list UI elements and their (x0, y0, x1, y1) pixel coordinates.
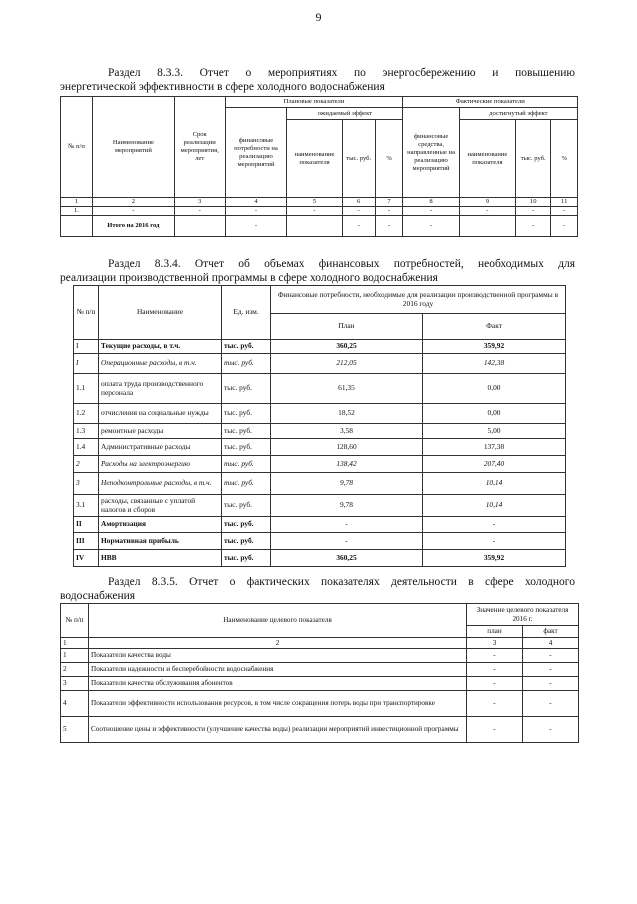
header-percent: % (551, 120, 578, 198)
row-num: 4 (61, 691, 89, 717)
header-plan: План (271, 314, 423, 340)
row-unit: тыс. руб. (222, 340, 271, 354)
header-percent: % (375, 120, 403, 198)
row-plan: 360,25 (271, 550, 423, 567)
row-plan: 61,35 (271, 374, 423, 404)
row-name: НВВ (99, 550, 222, 567)
col-number: 2 (89, 638, 467, 649)
cell (459, 216, 515, 237)
row-plan: - (271, 533, 423, 550)
cell: - (174, 207, 225, 216)
col-number: 1 (61, 638, 89, 649)
row-name: расходы, связанные с уплатой налогов и сборов (99, 495, 222, 517)
row-unit: тыс. руб. (222, 354, 271, 374)
row-num: II (74, 517, 99, 533)
section-8-3-3-heading (60, 66, 575, 94)
table-row (74, 439, 566, 456)
header-actual: Фактические показатели (403, 97, 578, 108)
col-number: 11 (551, 198, 578, 207)
cell: - (403, 207, 459, 216)
table-row (74, 340, 566, 354)
row-name: Показатели надежности и бесперебойности водоснабжения (89, 663, 467, 677)
row-plan: - (467, 663, 523, 677)
table-row (74, 354, 566, 374)
table-row (61, 649, 579, 663)
header-indicator-name: наименование показателя (459, 120, 515, 198)
header-unit: Ед. изм. (222, 286, 271, 340)
row-plan: - (467, 691, 523, 717)
section-8-3-5-heading (60, 575, 575, 603)
row-plan: 3,58 (271, 424, 423, 439)
row-unit: тыс. руб. (222, 533, 271, 550)
header-planned-fin: финансовые потребности на реализацию мероприятий (225, 108, 287, 198)
table-row (74, 473, 566, 495)
col-number: 10 (516, 198, 551, 207)
row-num: I (74, 354, 99, 374)
row-plan: - (467, 677, 523, 691)
section-8-3-4-heading (60, 257, 575, 285)
cell: 1. (61, 207, 93, 216)
header-planned: Плановые показатели (225, 97, 403, 108)
table-row (74, 374, 566, 404)
heading-line: Раздел 8.3.3. Отчет о мероприятиях по энергосбережению и повышению (108, 67, 575, 79)
row-unit: тыс. руб. (222, 550, 271, 567)
row-fact: 0,00 (423, 404, 566, 424)
header-num: № п/п (61, 604, 89, 638)
cell: - (551, 216, 578, 237)
row-num: 3 (74, 473, 99, 495)
heading-line: водоснабжения (60, 590, 136, 602)
row-name: Нормативная прибыль (99, 533, 222, 550)
cell: - (342, 207, 375, 216)
col-number: 5 (287, 198, 342, 207)
row-name: Амортизация (99, 517, 222, 533)
header-num: № п/п (61, 97, 93, 198)
row-fact: 0,00 (423, 374, 566, 404)
header-plan: план (467, 626, 523, 638)
row-fact: 207,40 (423, 456, 566, 473)
table-row (74, 550, 566, 567)
row-num: 5 (61, 717, 89, 743)
heading-line: энергетической эффективности в сфере холодного водоснабжения (60, 81, 385, 93)
col-number: 8 (403, 198, 459, 207)
row-unit: тыс. руб. (222, 374, 271, 404)
row-fact: 137,38 (423, 439, 566, 456)
energy-saving-table (60, 96, 578, 237)
table-row (61, 677, 579, 691)
table-row (61, 207, 578, 216)
row-fact: 142,38 (423, 354, 566, 374)
cell: - (225, 207, 287, 216)
cell (61, 216, 93, 237)
table-row (74, 533, 566, 550)
col-number: 3 (174, 198, 225, 207)
cell: - (342, 216, 375, 237)
row-num: III (74, 533, 99, 550)
row-name: отчисления на социальные нужды (99, 404, 222, 424)
table-row (74, 456, 566, 473)
row-num: IV (74, 550, 99, 567)
row-num: 1.3 (74, 424, 99, 439)
header-expected-effect: ожидаемый эффект (287, 108, 403, 120)
column-numbers-row (61, 198, 578, 207)
table-row (74, 495, 566, 517)
header-term: Срок реализации мероприятия, лет (174, 97, 225, 198)
row-plan: 18,52 (271, 404, 423, 424)
cell (287, 216, 342, 237)
row-fact: - (523, 649, 579, 663)
row-fact: - (523, 663, 579, 677)
row-num: 1 (61, 649, 89, 663)
row-fact: 359,92 (423, 340, 566, 354)
financial-needs-table (73, 285, 566, 567)
col-number: 7 (375, 198, 403, 207)
cell: - (375, 207, 403, 216)
row-fact: - (523, 717, 579, 743)
cell: - (225, 216, 287, 237)
cell: - (516, 207, 551, 216)
row-fact: - (523, 677, 579, 691)
heading-line: реализации производственной программы в сфере холодного водоснабжения (60, 272, 438, 284)
row-plan: 9,78 (271, 473, 423, 495)
col-number: 6 (342, 198, 375, 207)
cell: - (93, 207, 175, 216)
row-num: I (74, 340, 99, 354)
table-row (74, 517, 566, 533)
header-num: № п/п (74, 286, 99, 340)
table-row (61, 663, 579, 677)
row-plan: 128,60 (271, 439, 423, 456)
row-num: 3 (61, 677, 89, 691)
col-number: 3 (467, 638, 523, 649)
row-unit: тыс. руб. (222, 517, 271, 533)
col-number: 9 (459, 198, 515, 207)
performance-indicators-table (60, 603, 579, 743)
col-number: 2 (93, 198, 175, 207)
row-num: 2 (61, 663, 89, 677)
row-name: ремонтные расходы (99, 424, 222, 439)
col-number: 4 (225, 198, 287, 207)
row-num: 1.4 (74, 439, 99, 456)
row-unit: тыс. руб. (222, 495, 271, 517)
row-name: Административные расходы (99, 439, 222, 456)
row-plan: - (271, 517, 423, 533)
header-indicator-name: наименование показателя (287, 120, 342, 198)
row-unit: тыс. руб. (222, 473, 271, 495)
header-name: Наименование целевого показателя (89, 604, 467, 638)
header-value: Значение целевого показателя 2016 г. (467, 604, 579, 626)
header-achieved-effect: достигнутый эффект (459, 108, 577, 120)
row-fact: - (423, 517, 566, 533)
header-actual-fin: финансовые средства, направленные на реализацию мероприятий (403, 108, 459, 198)
row-plan: - (467, 649, 523, 663)
table-row (74, 404, 566, 424)
row-unit: тыс. руб. (222, 456, 271, 473)
row-fact: 10,14 (423, 495, 566, 517)
header-thousand-rub: тыс. руб. (516, 120, 551, 198)
header-needs: Финансовые потребности, необходимые для реализации производственной программы в 2016 году (271, 286, 566, 314)
page-number: 9 (315, 10, 322, 24)
row-name: Текущие расходы, в т.ч. (99, 340, 222, 354)
cell: - (403, 216, 459, 237)
header-fact: Факт (423, 314, 566, 340)
row-plan: 138,42 (271, 456, 423, 473)
cell: - (516, 216, 551, 237)
row-plan: 212,05 (271, 354, 423, 374)
column-numbers-row (61, 638, 579, 649)
col-number: 1 (61, 198, 93, 207)
row-fact: 5,00 (423, 424, 566, 439)
cell: - (287, 207, 342, 216)
row-name: Расходы на электроэнергию (99, 456, 222, 473)
row-num: 2 (74, 456, 99, 473)
row-name: оплата труда производственного персонала (99, 374, 222, 404)
cell: - (375, 216, 403, 237)
row-num: 3.1 (74, 495, 99, 517)
header-thousand-rub: тыс. руб. (342, 120, 375, 198)
row-unit: тыс. руб. (222, 424, 271, 439)
row-fact: 359,92 (423, 550, 566, 567)
heading-line: Раздел 8.3.5. Отчет о фактических показателях деятельности в сфере холодного (108, 576, 575, 588)
col-number: 4 (523, 638, 579, 649)
header-name: Наименование мероприятий (93, 97, 175, 198)
row-unit: тыс. руб. (222, 404, 271, 424)
row-fact: - (423, 533, 566, 550)
row-plan: - (467, 717, 523, 743)
row-plan: 9,78 (271, 495, 423, 517)
total-row (61, 216, 578, 237)
header-name: Наименование (99, 286, 222, 340)
row-name: Показатели качества воды (89, 649, 467, 663)
row-name: Показатели эффективности использования ресурсов, в том числе сокращения потерь воды при транспортировке (89, 691, 467, 717)
row-num: 1.2 (74, 404, 99, 424)
total-label: Итого на 2016 год (93, 216, 175, 237)
header-fact: факт (523, 626, 579, 638)
row-fact: 10,14 (423, 473, 566, 495)
heading-line: Раздел 8.3.4. Отчет об объемах финансовых потребностей, необходимых для (108, 258, 575, 270)
row-name: Неподконтрольные расходы, в т.ч. (99, 473, 222, 495)
row-fact: - (523, 691, 579, 717)
table-row (61, 717, 579, 743)
row-plan: 360,25 (271, 340, 423, 354)
cell (174, 216, 225, 237)
table-row (74, 424, 566, 439)
row-num: 1.1 (74, 374, 99, 404)
cell: - (459, 207, 515, 216)
row-name: Соотношение цены и эффективности (улучшение качества воды) реализации мероприятий инвестиционной программы (89, 717, 467, 743)
row-name: Операционные расходы, в т.ч. (99, 354, 222, 374)
row-unit: тыс. руб. (222, 439, 271, 456)
cell: - (551, 207, 578, 216)
table-row (61, 691, 579, 717)
row-name: Показатели качества обслуживания абонентов (89, 677, 467, 691)
